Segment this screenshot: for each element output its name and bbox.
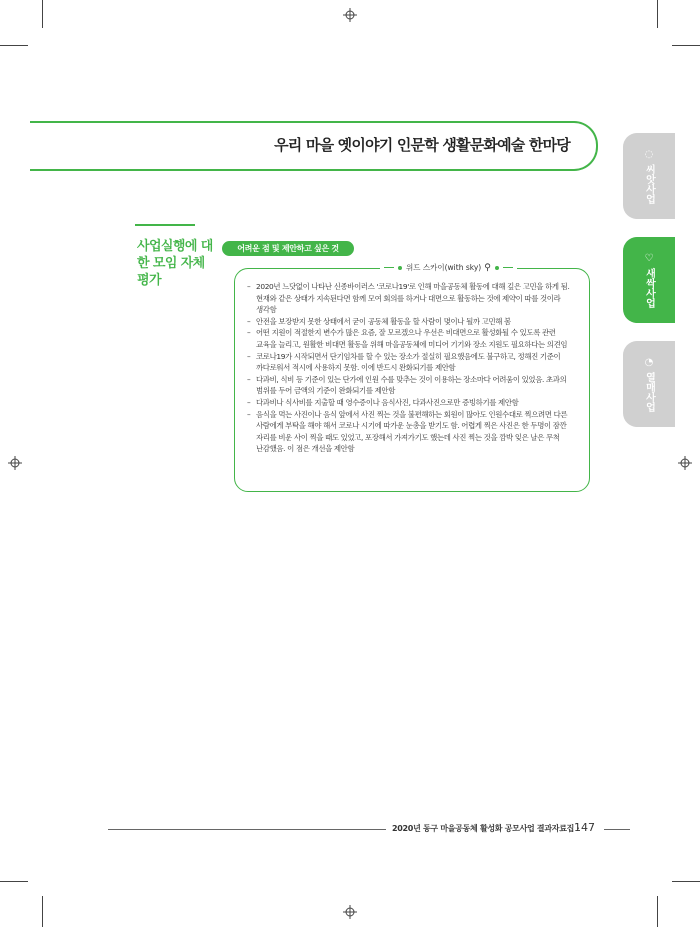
crop-mark xyxy=(0,45,28,46)
section-title: 사업실행에 대한 모임 자체 평가 xyxy=(137,239,213,288)
page-number: 147 xyxy=(574,821,595,834)
list-item: – 안전을 보장받지 못한 상태에서 굳이 공동체 활동을 할 사람이 몇이나 될까 고민해 봄 xyxy=(247,316,577,328)
crop-mark xyxy=(672,881,700,882)
header-dot xyxy=(495,266,499,270)
list-item: – 다과비, 식비 등 기준이 있는 단가에 인원 수를 맞추는 것이 이용하는 장소마다 어려움이 있었음. 초과의 범위를 두어 금액의 기준이 완화되기를 제안함 xyxy=(247,374,577,397)
crop-mark xyxy=(657,0,658,28)
registration-mark xyxy=(8,456,22,470)
registration-mark xyxy=(343,8,357,22)
crop-mark xyxy=(657,896,658,927)
footer-text: 2020년 동구 마을공동체 활성화 공모사업 결과자료집 · xyxy=(392,824,580,833)
tab-label: 씨앗사업 xyxy=(643,163,655,204)
header-banner xyxy=(30,121,598,171)
crop-mark xyxy=(672,45,700,46)
tab-label: 새싹사업 xyxy=(643,267,655,308)
group-name: 위드 스카이(with sky) xyxy=(406,263,482,272)
search-icon: ⚲ xyxy=(484,262,491,273)
header-rule xyxy=(503,267,513,268)
list-item: – 2020년 느닷없이 나타난 신종바이러스 '코로나19'로 인해 마을공동체 활동에 대해 깊은 고민을 하게 됨. 현재와 같은 상태가 지속된다면 함께 모여 회의를 하거나 대면으로 활동하는 것에 제약이 따를 것이라 생각함 xyxy=(247,281,577,316)
tab-label: 열매사업 xyxy=(643,371,655,412)
registration-mark xyxy=(678,456,692,470)
section-divider xyxy=(135,224,195,226)
list-item: – 어떤 지원이 적절한지 변수가 많은 요즘, 잘 모르겠으나 우선은 비대면으로 활성화될 수 있도록 관련 교육을 늘리고, 원활한 비대면 활동을 위해 마을공동체에 미디어 기기와 장소 지원도 필요하다는 의견임 xyxy=(247,327,577,350)
sprout-icon: ♡ xyxy=(643,252,655,264)
page-title: 우리 마을 옛이야기 인문학 생활문화예술 한마당 xyxy=(274,136,570,154)
list-item: – 코로나19가 시작되면서 단기임차를 할 수 있는 장소가 절실히 필요했음에도 불구하고, 정해진 기준이 까다로워서 적시에 사용하지 못함. 이에 반드시 완화되기를 제안함 xyxy=(247,351,577,374)
crop-mark xyxy=(42,0,43,28)
list-item: – 음식을 먹는 사진이나 음식 앞에서 사진 찍는 것을 불편해하는 회원이 많아도 인원수대로 찍으려면 다른 사람에게 부탁을 해야 해서 코로나 시기에 따가운 눈총을 받기도 함. 어렵게 찍은 사진은 한 두명이 잠깐 자리를 비운 사이 찍을 때도 있었고, 포장해서 가져가기도 했는데 사진 찍는 것을 깜박 잊은 날은 무척 난감했음. 이 점은 개선을 제안함 xyxy=(247,409,577,455)
tab-fruit-project[interactable] xyxy=(623,341,675,427)
fruit-icon: ◔ xyxy=(643,356,655,368)
footer-rule xyxy=(604,829,630,830)
crop-mark xyxy=(42,896,43,927)
tab-sprout-project[interactable] xyxy=(623,237,675,323)
list-item: – 다과비나 식사비를 지출할 때 영수증이나 음식사진, 다과사진으로만 증빙하기를 제안함 xyxy=(247,397,577,409)
topic-tag: 어려운 점 및 제안하고 싶은 것 xyxy=(222,241,354,256)
registration-mark xyxy=(343,905,357,919)
tab-seed-project[interactable] xyxy=(623,133,675,219)
header-dot xyxy=(398,266,402,270)
seed-icon: ◌ xyxy=(643,148,655,160)
footer-rule xyxy=(108,829,386,830)
evaluation-list xyxy=(247,281,577,455)
header-rule xyxy=(384,267,394,268)
crop-mark xyxy=(0,881,28,882)
box-header xyxy=(380,262,517,273)
